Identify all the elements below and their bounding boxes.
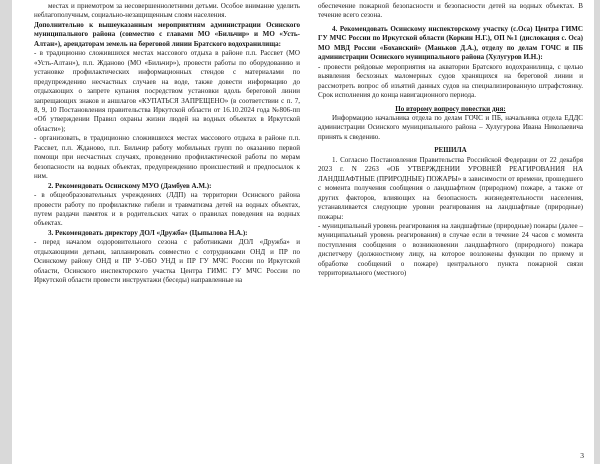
paragraph: - организовать, в традиционно сложившихся местах массового отдыха в районе п.п. Рассвет, п.п. Жданово, п.п. Бильчир работу мобильных групп по оказанию первой помощи при несчастных случаях, проведению профилактической работы по мерам безопасности на водных объектах, предупреждению происшествий и предпосылок к ним. [34, 134, 300, 181]
paragraph: Информацию начальника отдела по делам ГОЧС и ПБ, начальника отдела ЕДДС администрации Осинского муниципального района – Хулугурова Ивана Николаевича принять к сведению. [318, 113, 583, 141]
paragraph: РЕШИЛА [434, 146, 467, 155]
paragraph: 1. Согласно Постановления Правительства Российской Федерации от 22 декабря 2023 г. N 2263 «ОБ УТВЕРЖДЕНИИ УРОВНЕЙ РЕАГИРОВАНИЯ НА ЛАНДШАФТНЫЕ (ПРИРОДНЫЕ) ПОЖАРЫ» в зависимости от времени, прошедшего с момента получения сообщения о ландшафтном (природном) пожаре, а также от других факторов, влияющих на безопасность жизнедеятельности населения, устанавливается следующие уровни реагирования на ландшафтные (природные) пожары: [318, 155, 583, 221]
right-column [318, 2, 583, 279]
paragraph: Дополнительно к вышеуказанным мероприятиям администрации Осинского муниципального района (совместно с главами МО «Бильчир» и МО «Усть-Алтан»), арендаторам земель на береговой линии Братского водохранилища: [34, 20, 300, 48]
paragraph: - в общеобразовательных учреждениях (ЛДП) на территории Осинского района провести работу по профилактике гибели и травматизма детей на водных объектах, путем раздачи памяток и в родительских чатах о правилах поведения на водных объектах. [34, 191, 300, 228]
paragraph: - в традиционно сложившихся местах массового отдыха в районе п.п. Рассвет (МО «Усть-Алтан»), п.п. Жданово (МО «Бильчир»), провести работы по оборудованию и установке профилактических информационных стендов с материалами по предупреждению несчастных случаев на воде, также довести информацию до отдыхающих о запрете купания посредством установки вдоль береговой линии запрещающих знаков и аншлагов «КУПАТЬСЯ ЗАПРЕЩЕНО» (в соответствии с п. 7, 8, 9, 10 Постановления правительства Иркутской области от 16.10.2024 года №806-пп «Об утверждении Правил охраны жизни людей на водных объектах в Иркутской области»); [34, 49, 300, 133]
paragraph: - муниципальный уровень реагирования на ландшафтные (природные) пожары (далее – муниципальный уровень реагирования) в случае если в течение 24 часов с момента поступления сообщения о возникновении ландшафтного (природного) пожара диспетчеру (должностному лицу, на которое возложены функции по приему и обработке сообщений о пожаре) центрального пункта пожарной связи территориального (местного) [318, 221, 583, 278]
paragraph: 3. Рекомендовать директору ДОЛ «Дружба» (Цыпылова Н.А.): [48, 228, 248, 237]
paragraph: 2. Рекомендовать Осинскому МУО (Дамбуев А.М.): [48, 181, 212, 190]
paragraph: По второму вопросу повестки дня: [395, 104, 506, 113]
left-column [34, 2, 300, 286]
paragraph: обеспечение пожарной безопасности и безопасности детей на водных объектах. В течение всего сезона. [318, 2, 583, 20]
document-page [12, 0, 594, 464]
paragraph: - перед началом оздоровительного сезона с работниками ДОЛ «Дружба» и отдыхающими детьми, запланировать совместно с сотрудниками ОНД и ПР по Осинскому району ОНД и ПР У-ОБО УНД и ПР ГУ МЧС России по Иркутской области, Осинского инспекторского участка Центра ГИМС ГУ МЧС России по Иркутской области провести инструктажи (беседы) направленные на [34, 238, 300, 285]
paragraph: - провести рейдовые мероприятия на акватории Братского водохранилища, с целью выявления бесхозных маломерных судов хранящихся на береговой линии и рассмотреть вопрос об изъятий данных судов на специализированную штрафстоянку. Срок исполнения до конца навигационного периода. [318, 62, 583, 100]
paragraph: местах и приемотром за несовершеннолетними детьми. Особое вниманне уделить неблагополучным, социально-незащищенным слоям населения. [34, 2, 300, 20]
page-number: 3 [580, 451, 584, 460]
paragraph: 4. Рекомендовать Осинскому инспекторскому участку (с.Оса) Центра ГИМС ГУ МЧС России по Иркутской области (Коркин Н.Г.), ОП №1 (дислокация с. Оса) МО МВД России «Боханский» (Маньков Д.А.), отделу по делам ГОЧС и ПБ администрации Осинского муниципального района (Хулугуров И.Н.): [318, 24, 583, 62]
